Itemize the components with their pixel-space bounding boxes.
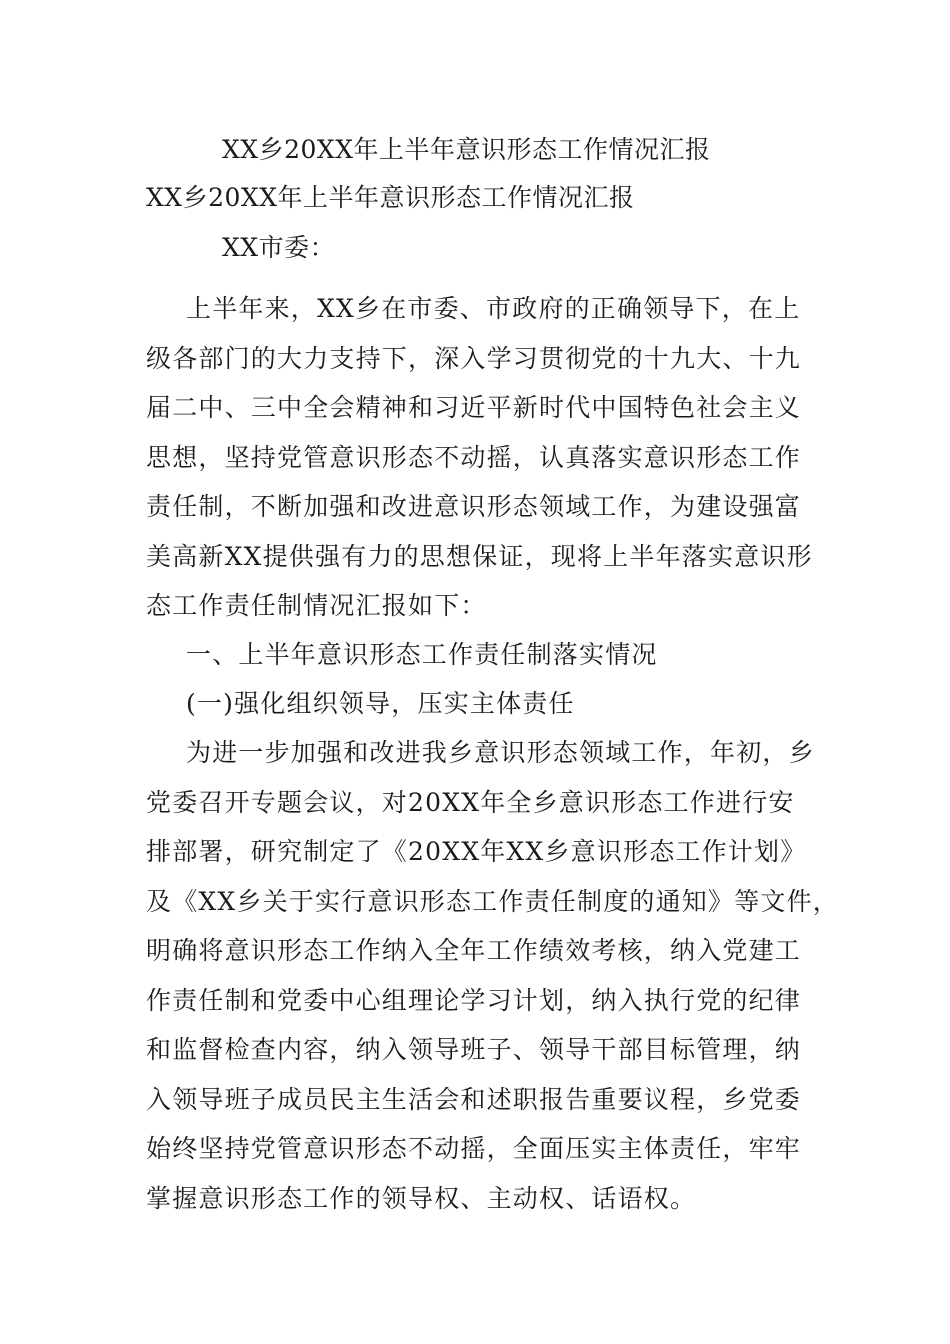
section-heading-2: [146, 679, 816, 729]
paragraph-line: 明确将意识形态工作纳入全年工作绩效考核，纳入党建工: [146, 936, 802, 965]
paragraph-line: 及《XX乡关于实行意识形态工作责任制度的通知》等文件，: [146, 886, 839, 916]
heading-text: 一、上半年意识形态工作责任制落实情况: [186, 640, 658, 669]
paragraph-line: 思想，坚持党管意识形态不动摇，认真落实意识形态工作: [146, 442, 802, 472]
heading-text: (一)强化组织领导，压实主体责任: [186, 689, 575, 718]
paragraph-line: 党委召开专题会议，对20XX年全乡意识形态工作进行安: [146, 787, 795, 817]
paragraph-line: 届二中、三中全会精神和习近平新时代中国特色社会主义: [146, 393, 802, 422]
paragraph-line: 级各部门的大力支持下，深入学习贯彻党的十九大、十九: [146, 343, 802, 373]
document-subtitle: XX乡20XX年上半年意识形态工作情况汇报: [146, 183, 635, 212]
paragraph-line: 责任制，不断加强和改进意识形态领域工作，为建设强富: [146, 492, 802, 521]
paragraph-line: 入领导班子成员民主生活会和述职报告重要议程，乡党委: [146, 1084, 802, 1114]
paragraph-line: 掌握意识形态工作的领导权、主动权、话语权。: [146, 1183, 697, 1213]
paragraph-line: 为进一步加强和改进我乡意识形态领域工作，年初，乡: [186, 738, 815, 767]
paragraph-line: 排部署，研究制定了《20XX年XX乡意识形态工作计划》: [146, 837, 807, 866]
paragraph-line: 态工作责任制情况汇报如下：: [146, 591, 487, 620]
paragraph-line: 上半年来，XX乡在市委、市政府的正确领导下，在上: [186, 294, 801, 323]
section-heading-1: [146, 630, 816, 680]
paragraph-line: 作责任制和党委中心组理论学习计划，纳入执行党的纪律: [146, 985, 802, 1015]
salutation: XX市委：: [222, 233, 336, 262]
paragraph-body: [146, 728, 839, 1223]
paragraph-line: 始终坚持党管意识形态不动摇，全面压实主体责任，牢牢: [146, 1134, 802, 1163]
paragraph-line: 和监督检查内容，纳入领导班子、领导干部目标管理，纳: [146, 1035, 802, 1064]
document-title: XX乡20XX年上半年意识形态工作情况汇报: [222, 135, 711, 164]
paragraph-line: 美高新XX提供强有力的思想保证，现将上半年落实意识形: [146, 541, 813, 571]
paragraph-intro: [146, 284, 816, 631]
